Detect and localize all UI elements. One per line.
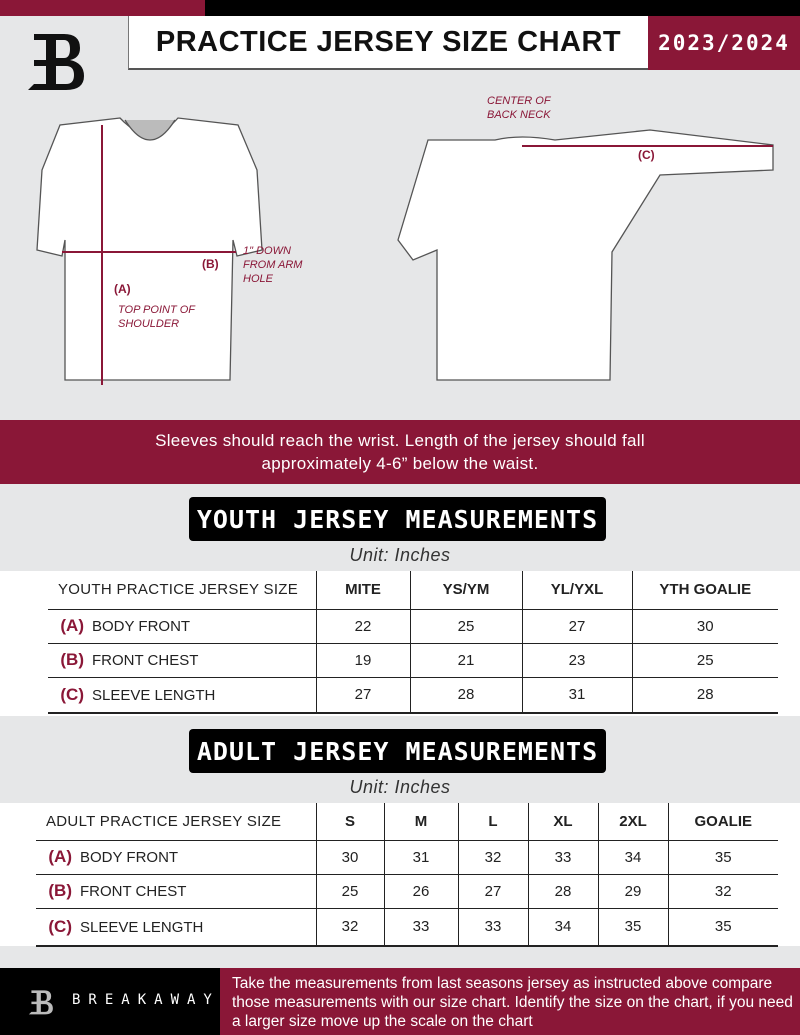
marker-a: (A) xyxy=(114,282,131,296)
cell: 31 xyxy=(522,677,632,713)
row-letter: (C) xyxy=(48,916,72,936)
table-row xyxy=(48,643,778,677)
cell: 35 xyxy=(668,908,778,946)
row-letter: (C) xyxy=(60,684,84,704)
row-label: FRONT CHEST xyxy=(80,883,187,900)
table-row xyxy=(36,874,778,908)
instructions-line-2: approximately 4-6” below the waist. xyxy=(261,454,539,473)
row-label: BODY FRONT xyxy=(80,849,179,866)
cell: 25 xyxy=(316,874,384,908)
table-header-row xyxy=(36,803,778,840)
column-header: ADULT PRACTICE JERSEY SIZE xyxy=(36,803,316,840)
cell: 31 xyxy=(384,840,458,874)
row-letter: (B) xyxy=(60,650,84,669)
cell: 28 xyxy=(528,874,598,908)
cell: 21 xyxy=(410,643,522,677)
center-back-neck-note: CENTER OF BACK NECK xyxy=(487,95,551,121)
column-header: S xyxy=(316,803,384,840)
row-letter: (A) xyxy=(60,616,84,635)
youth-unit-label: Unit: Inches xyxy=(349,545,451,565)
cell: 25 xyxy=(632,643,778,677)
column-header: YTH GOALIE xyxy=(632,571,778,609)
page-title: PRACTICE JERSEY SIZE CHART xyxy=(128,16,648,70)
row-label: BODY FRONT xyxy=(92,618,191,635)
row-letter: (B) xyxy=(48,881,72,900)
column-header: MITE xyxy=(316,571,410,609)
cell: 33 xyxy=(458,908,528,946)
jersey-diagram xyxy=(0,80,800,420)
row-label: FRONT CHEST xyxy=(92,652,199,669)
row-letter: (A) xyxy=(48,847,72,866)
cell: 33 xyxy=(384,908,458,946)
cell: 27 xyxy=(458,874,528,908)
cell: 35 xyxy=(598,908,668,946)
column-header: YS/YM xyxy=(410,571,522,609)
cell: 25 xyxy=(410,609,522,643)
cell: 33 xyxy=(528,840,598,874)
table-row xyxy=(48,677,778,713)
shoulder-note: TOP POINT OF SHOULDER xyxy=(118,304,195,330)
column-header: YL/YXL xyxy=(522,571,632,609)
table-row xyxy=(48,609,778,643)
cell: 19 xyxy=(316,643,410,677)
table-row xyxy=(36,840,778,874)
instructions-banner xyxy=(0,420,800,484)
cell: 32 xyxy=(458,840,528,874)
cell: 32 xyxy=(316,908,384,946)
column-header: YOUTH PRACTICE JERSEY SIZE xyxy=(48,571,316,609)
season-badge: 2023/2024 xyxy=(648,16,800,70)
column-header: GOALIE xyxy=(668,803,778,840)
instructions-line-1: Sleeves should reach the wrist. Length of the jersey should fall xyxy=(155,431,645,450)
row-label: SLEEVE LENGTH xyxy=(80,918,204,936)
adult-unit-label: Unit: Inches xyxy=(349,777,451,797)
jersey-front-illustration xyxy=(37,118,262,380)
cell: 34 xyxy=(528,908,598,946)
top-black-bar xyxy=(205,0,800,16)
column-header: L xyxy=(458,803,528,840)
cell: 23 xyxy=(522,643,632,677)
table-row xyxy=(36,908,778,946)
cell: 26 xyxy=(384,874,458,908)
cell: 29 xyxy=(598,874,668,908)
footer-brand-name: BREAKAWAY xyxy=(72,992,220,1008)
column-header: 2XL xyxy=(598,803,668,840)
footer-logo-icon xyxy=(28,985,58,1019)
marker-b: (B) xyxy=(202,257,219,271)
adult-section-title: ADULT JERSEY MEASUREMENTS xyxy=(189,729,606,773)
top-accent-bar xyxy=(0,0,205,16)
jersey-back-illustration xyxy=(398,130,773,380)
row-label: SLEEVE LENGTH xyxy=(92,686,216,704)
cell: 28 xyxy=(632,677,778,713)
adult-size-table xyxy=(36,803,778,947)
cell: 27 xyxy=(316,677,410,713)
cell: 30 xyxy=(632,609,778,643)
footer-instructions: Take the measurements from last seasons jersey as instructed above compare those measurements with our size chart. Identify the size on the chart, if you need a larger size move up the scale on the chart xyxy=(220,968,800,1035)
cell: 22 xyxy=(316,609,410,643)
youth-section-title: YOUTH JERSEY MEASUREMENTS xyxy=(189,497,606,541)
column-header: XL xyxy=(528,803,598,840)
cell: 27 xyxy=(522,609,632,643)
cell: 34 xyxy=(598,840,668,874)
marker-c: (C) xyxy=(638,148,655,162)
youth-size-table xyxy=(48,571,778,714)
table-header-row xyxy=(48,571,778,609)
cell: 32 xyxy=(668,874,778,908)
arm-hole-note: 1" DOWN FROM ARM HOLE xyxy=(243,245,303,285)
cell: 28 xyxy=(410,677,522,713)
column-header: M xyxy=(384,803,458,840)
cell: 30 xyxy=(316,840,384,874)
cell: 35 xyxy=(668,840,778,874)
